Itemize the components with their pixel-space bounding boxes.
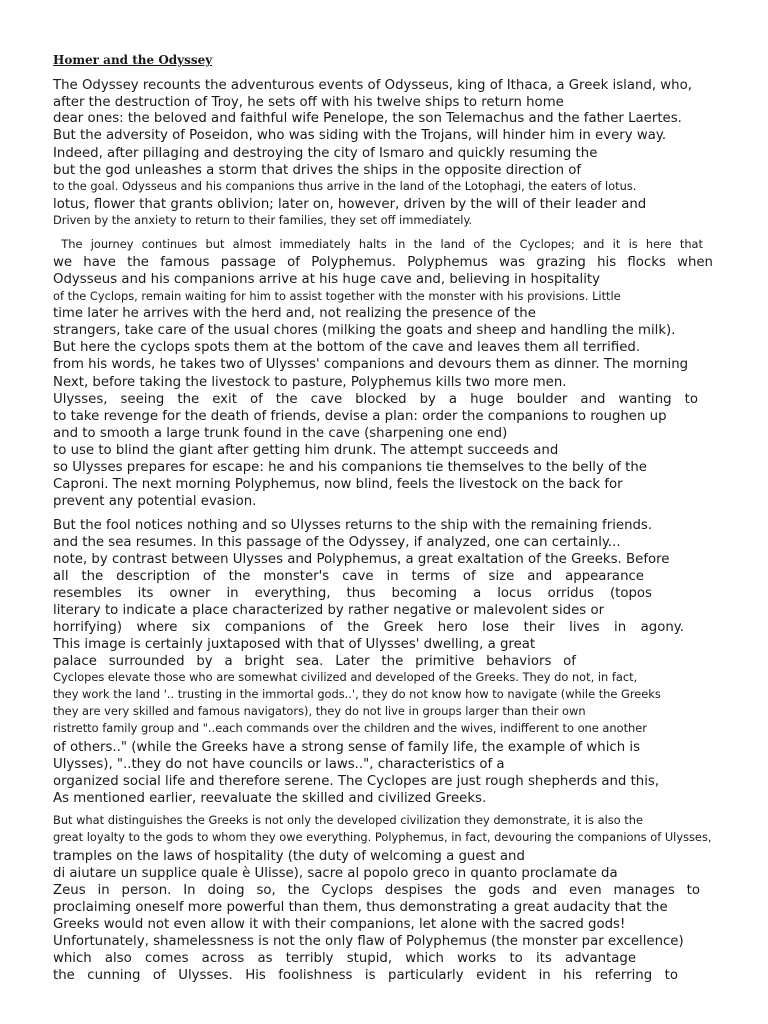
text-line: which also comes across as terribly stupid, which works to its advantage (53, 951, 636, 966)
text-line: But here the cyclops spots them at the bottom of the cave and leaves them all terrified. (53, 340, 641, 355)
text-line: Driven by the anxiety to return to their families, they set off immediately. (53, 213, 473, 227)
text-line: and to smooth a large trunk found in the cave (sharpening one end) (53, 426, 508, 441)
text-line: lotus, flower that grants oblivion; later on, however, driven by the will of their leader and (53, 197, 647, 212)
text-line: Greeks would not even allow it with their companions, let alone with the sacred gods! (53, 917, 626, 932)
text-line: organized social life and therefore serene. The Cyclopes are just rough shepherds and this, (53, 774, 660, 789)
text-line: Odysseus and his companions arrive at his huge cave and, believing in hospitality (53, 272, 600, 287)
text-line: ristretto family group and "..each commands over the children and the wives, indifferent to one another (53, 721, 647, 735)
text-line: Indeed, after pillaging and destroying the city of Ismaro and quickly resuming the (53, 146, 598, 161)
text-line: dear ones: the beloved and faithful wife Penelope, the son Telemachus and the father Laertes. (53, 111, 682, 126)
text-line: Ulysses), "..they do not have councils or laws..", characteristics of a (53, 757, 505, 772)
text-line: of the Cyclops, remain waiting for him to assist together with the monster with his provisions. Little (53, 289, 621, 303)
text-line: Ulysses, seeing the exit of the cave blocked by a huge boulder and wanting to (53, 392, 698, 407)
text-line: Unfortunately, shamelessness is not the only flaw of Polyphemus (the monster par excellence) (53, 934, 684, 949)
text-line: Caproni. The next morning Polyphemus, now blind, feels the livestock on the back for (53, 477, 623, 492)
text-line: and the sea resumes. In this passage of the Odyssey, if analyzed, one can certainly... (53, 535, 621, 550)
text-line: the cunning of Ulysses. His foolishness is particularly evident in his referring to (53, 968, 678, 983)
text-line: we have the famous passage of Polyphemus. Polyphemus was grazing his flocks when (53, 255, 713, 270)
text-line: they work the land '.. trusting in the immortal gods..', they do not know how to navigate (while the Greeks (53, 687, 661, 701)
text-line: to use to blind the giant after getting him drunk. The attempt succeeds and (53, 443, 559, 458)
text-line: di aiutare un supplice quale è Ulisse), sacre al popolo greco in quanto proclamate da (53, 866, 618, 881)
text-line: The journey continues but almost immediately halts in the land of the Cyclopes; and it is here that (53, 237, 703, 251)
text-line: they are very skilled and famous navigators), they do not live in groups larger than their own (53, 704, 586, 718)
text-line: great loyalty to the gods to whom they owe everything. Polyphemus, in fact, devouring the companions of Ulysses, (53, 830, 712, 844)
text-line: prevent any potential evasion. (53, 494, 257, 509)
text-line: Zeus in person. In doing so, the Cyclops despises the gods and even manages to (53, 883, 700, 898)
text-line: As mentioned earlier, reevaluate the skilled and civilized Greeks. (53, 791, 487, 806)
text-line: The Odyssey recounts the adventurous events of Odysseus, king of Ithaca, a Greek island, who, (53, 78, 692, 93)
text-line: strangers, take care of the usual chores (milking the goats and sheep and handling the milk). (53, 323, 676, 338)
text-line: literary to indicate a place characterized by rather negative or malevolent sides or (53, 603, 605, 618)
text-line: horrifying) where six companions of the Greek hero lose their lives in agony. (53, 620, 684, 635)
text-line: of others.." (while the Greeks have a strong sense of family life, the example of which is (53, 740, 641, 755)
text-line: This image is certainly juxtaposed with that of Ulysses' dwelling, a great (53, 637, 536, 652)
text-line: Next, before taking the livestock to pasture, Polyphemus kills two more men. (53, 375, 567, 390)
document-title: Homer and the Odyssey (53, 53, 213, 67)
text-line: note, by contrast between Ulysses and Polyphemus, a great exaltation of the Greeks. Before (53, 552, 670, 567)
text-line: to the goal. Odysseus and his companions thus arrive in the land of the Lotophagi, the eaters of lotus. (53, 179, 637, 193)
text-line: but the god unleashes a storm that drives the ships in the opposite direction of (53, 163, 582, 178)
document-page (53, 0, 767, 1024)
text-line: to take revenge for the death of friends, devise a plan: order the companions to roughen up (53, 409, 667, 424)
text-line: tramples on the laws of hospitality (the duty of welcoming a guest and (53, 849, 525, 864)
text-line: But what distinguishes the Greeks is not only the developed civilization they demonstrate, it is also the (53, 813, 643, 827)
text-line: But the fool notices nothing and so Ulysses returns to the ship with the remaining friends. (53, 518, 653, 533)
text-line: after the destruction of Troy, he sets off with his twelve ships to return home (53, 95, 564, 110)
text-line: resembles its owner in everything, thus becoming a locus orridus (topos (53, 586, 652, 601)
text-line: time later he arrives with the herd and, not realizing the presence of the (53, 306, 536, 321)
text-line: proclaiming oneself more powerful than them, thus demonstrating a great audacity that the (53, 900, 668, 915)
text-line: palace surrounded by a bright sea. Later the primitive behaviors of (53, 654, 576, 669)
text-line: all the description of the monster's cave in terms of size and appearance (53, 569, 644, 584)
text-line: Cyclopes elevate those who are somewhat civilized and developed of the Greeks. They do not, in fact, (53, 670, 638, 684)
text-line: from his words, he takes two of Ulysses' companions and devours them as dinner. The morning (53, 357, 689, 372)
text-line: But the adversity of Poseidon, who was siding with the Trojans, will hinder him in every way. (53, 128, 667, 143)
text-line: so Ulysses prepares for escape: he and his companions tie themselves to the belly of the (53, 460, 647, 475)
